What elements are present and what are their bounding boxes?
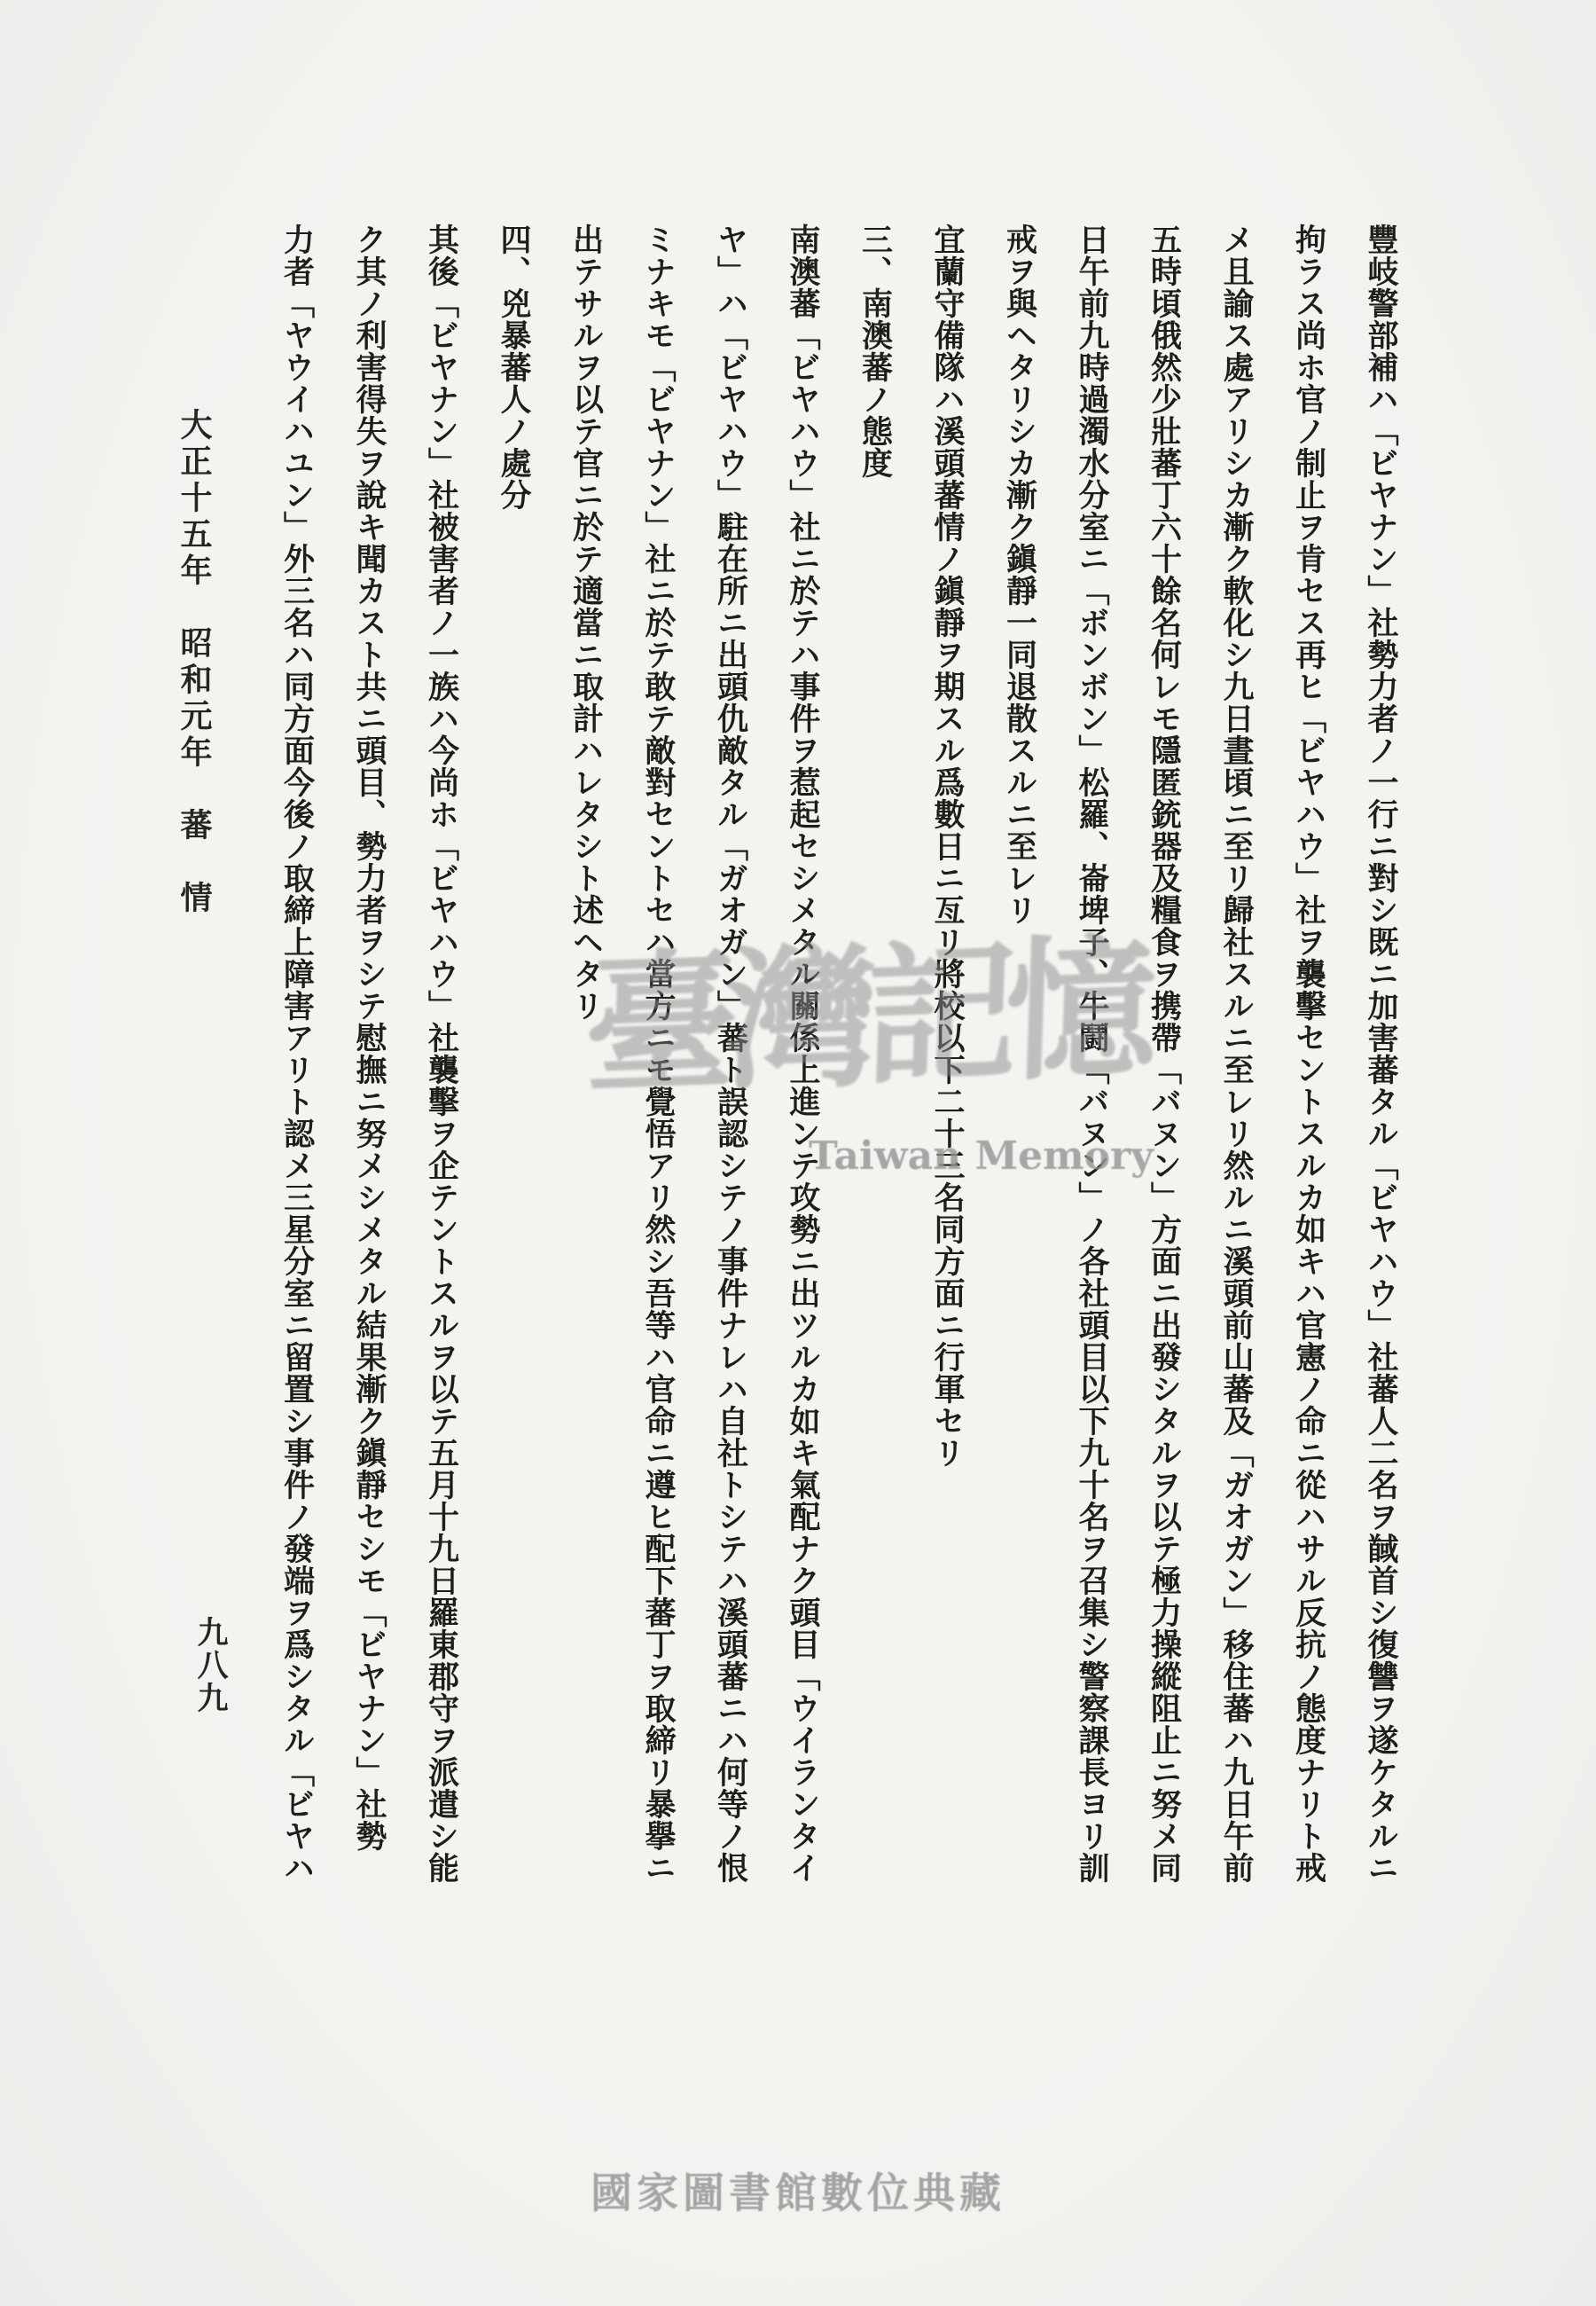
body-text-block: [261, 224, 1417, 1884]
text-column: ミナキモ「ビヤナン」社ニ於テ敢テ敵對セントセハ當方ニモ覺悟アリ然シ吾等ハ官命ニ遵ヒ配下蕃丁ヲ取締リ暴擧ニ: [640, 224, 677, 1884]
page-number: 九八九: [192, 1616, 229, 1714]
text-column: 出テサルヲ以テ官ニ於テ適當ニ取計ハレタシト述ヘタリ: [567, 224, 605, 1022]
text-column: ヤ」ハ「ビヤハウ」駐在所ニ出頭仇敵タル「ガオガン」蕃ト誤認シテノ事件ナレハ自社トシテハ溪頭蕃ニハ何等ノ恨: [712, 224, 749, 1884]
section-heading-3: 三、南澳蕃ノ態度: [857, 224, 894, 479]
text-column: 五時頃俄然少壯蕃丁六十餘名何レモ隱匿銃器及糧食ヲ携帶「バヌン」方面ニ出發シタルヲ以テ極力操縱阻止ニ努メ同: [1146, 224, 1183, 1884]
watermark-latin-text: Taiwan Memory: [809, 1133, 1154, 1179]
text-column: 拘ラス尚ホ官ノ制止ヲ肯セス再ヒ「ビヤハウ」社ヲ襲擊セントスルカ如キハ官憲ノ命ニ從ハサル反抗ノ態度ナリト戒: [1290, 224, 1327, 1884]
section-heading-4: 四、兇暴蕃人ノ處分: [496, 224, 532, 511]
text-column: ク其ノ利害得失ヲ說キ聞カスト共ニ頭目、勢力者ヲシテ慰撫ニ努メシメタル結果漸ク鎭靜セシモ「ビヤナン」社勢: [351, 224, 387, 1852]
text-column: メ且諭ス處アリシカ漸ク軟化シ九日晝頃ニ至リ歸社スルニ至レリ然ルニ溪頭前山蕃及「ガオガン」移住蕃ハ九日午前: [1218, 224, 1255, 1884]
text-column: 戒ヲ與ヘタリシカ漸ク鎭靜一同退散スルニ至レリ: [1001, 224, 1038, 926]
text-column: 力者「ヤウイハユン」外三名ハ同方面今後ノ取締上障害アリト認メ三星分室ニ留置シ事件ノ發端ヲ爲シタル「ビヤハ: [278, 224, 316, 1884]
text-column: 南澳蕃「ビヤハウ」社ニ於テハ事件ヲ惹起セシメタル關係上進ンテ攻勢ニ出ツルカ如キ氣配ナク頭目「ウイランタイ: [785, 224, 821, 1884]
watermark-cjk-text: 臺灣記憶: [582, 916, 1148, 1118]
text-column: 豐岐警部補ハ「ビヤナン」社勢力者ノ一行ニ對シ既ニ加害蕃タル「ビヤハウ」社蕃人二名ヲ馘首シ復讐ヲ遂ケタルニ: [1363, 224, 1399, 1884]
margin-edition-label: 大正十五年 昭和元年 蕃 情: [176, 408, 213, 917]
text-column: 其後「ビヤナン」社被害者ノ一族ハ今尚ホ「ビヤハウ」社襲擊ヲ企テントスルヲ以テ五月十九日羅東郡守ヲ派遣シ能: [423, 224, 460, 1884]
library-digital-archive-watermark: 國家圖書館數位典藏: [591, 2169, 1005, 2218]
text-column: 日午前九時過濁水分室ニ「ボンボン」松羅、崙埤子、牛鬪「バヌン」ノ各社頭目以下九十名ヲ召集シ警察課長ヨリ訓: [1074, 224, 1110, 1884]
text-column: 宜蘭守備隊ハ溪頭蕃情ノ鎭靜ヲ期スル爲數日ニ亙リ將校以下二十三名同方面ニ行軍セリ: [929, 224, 966, 1469]
